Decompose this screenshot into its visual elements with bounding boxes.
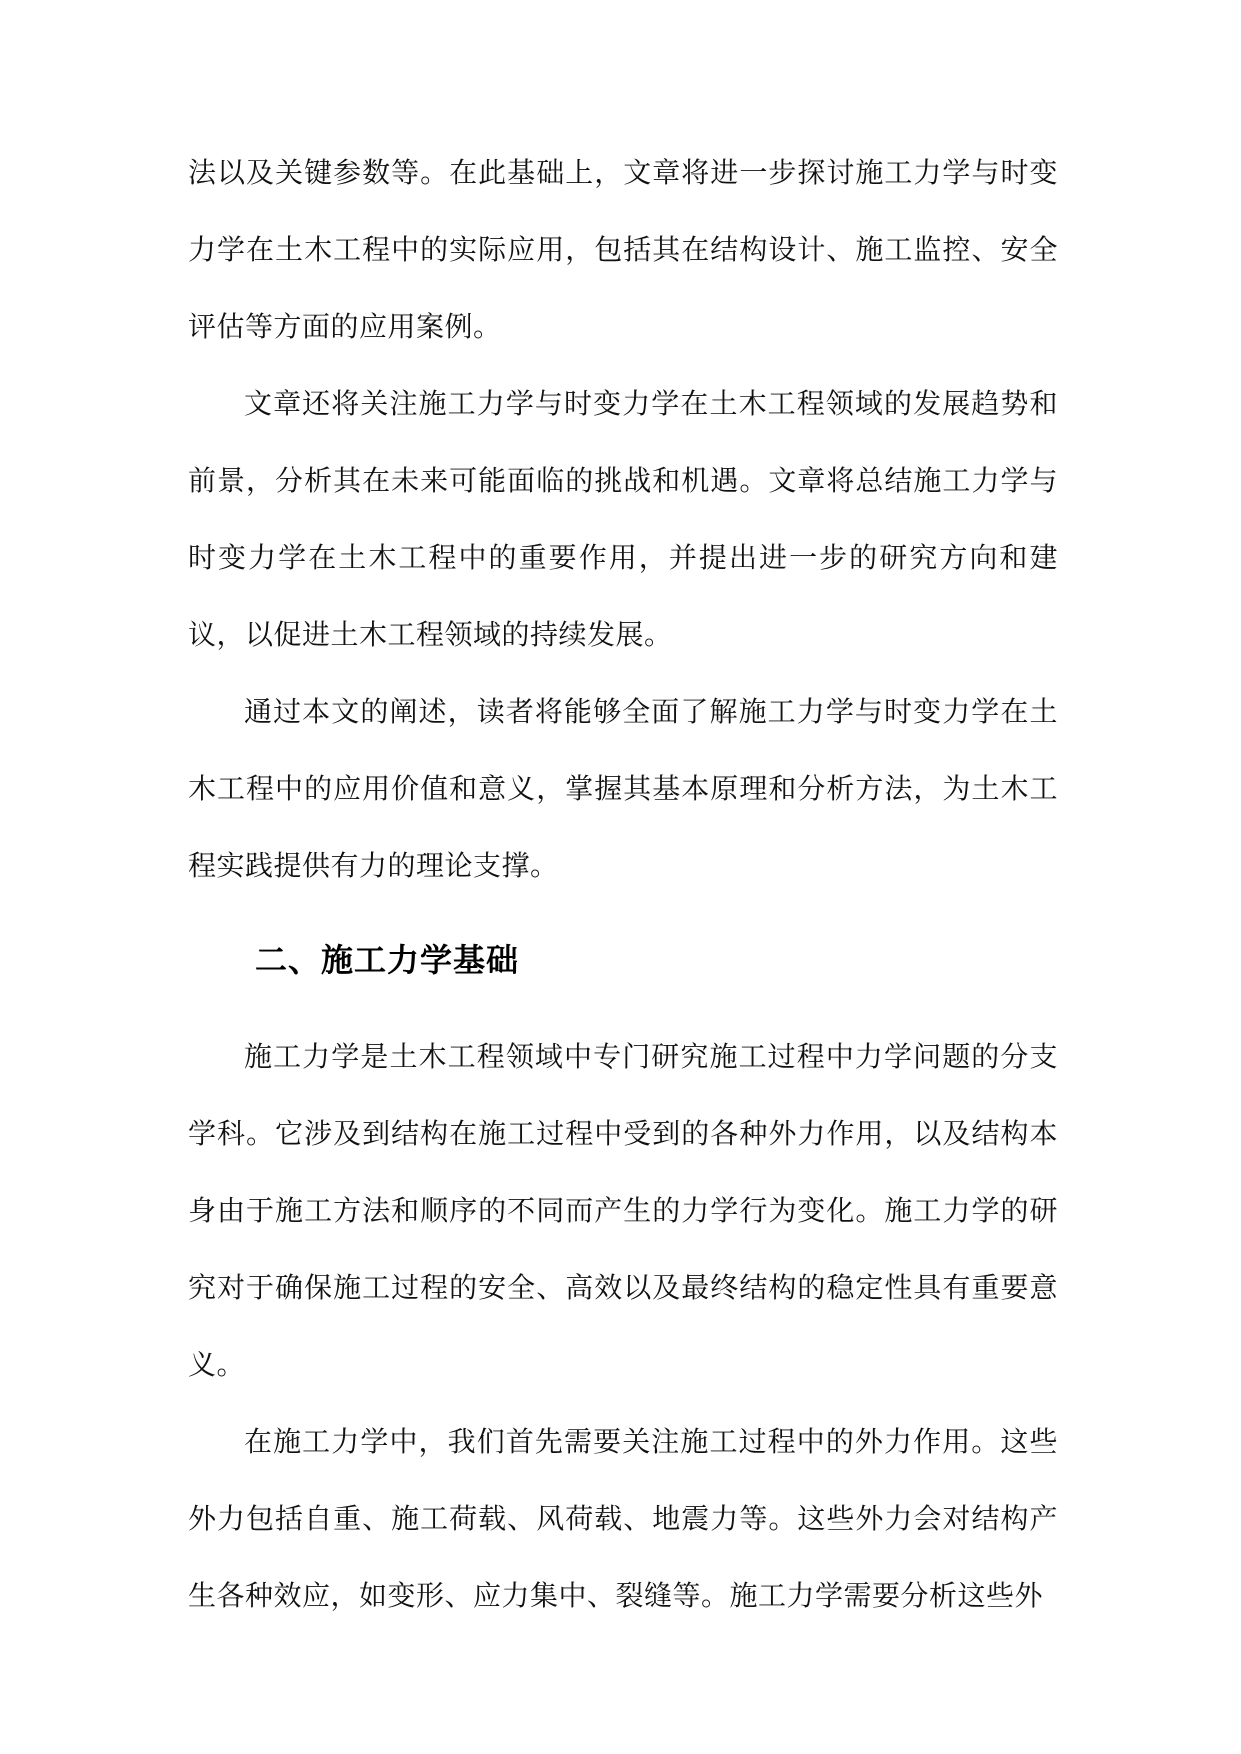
- section1-body: [188, 134, 1058, 904]
- paragraph: 施工力学是土木工程领域中专门研究施工过程中力学问题的分支学科。它涉及到结构在施工过程中受到的各种外力作用，以及结构本身由于施工方法和顺序的不同而产生的力学行为变化。施工力学的研究对于确保施工过程的安全、高效以及最终结构的稳定性具有重要意义。: [188, 1040, 1058, 1381]
- section2-body: [188, 1018, 1058, 1634]
- paragraph-continued: 法以及关键参数等。在此基础上，文章将进一步探讨施工力学与时变力学在土木工程中的实际应用，包括其在结构设计、施工监控、安全评估等方面的应用案例。: [188, 156, 1058, 343]
- paragraph: 在施工力学中，我们首先需要关注施工过程中的外力作用。这些外力包括自重、施工荷载、风荷载、地震力等。这些外力会对结构产生各种效应，如变形、应力集中、裂缝等。施工力学需要分析这些外: [188, 1425, 1058, 1612]
- paragraph: 文章还将关注施工力学与时变力学在土木工程领域的发展趋势和前景，分析其在未来可能面临的挑战和机遇。文章将总结施工力学与时变力学在土木工程中的重要作用，并提出进一步的研究方向和建议，以促进土木工程领域的持续发展。: [188, 387, 1058, 651]
- section-heading: 二、施工力学基础: [255, 941, 520, 979]
- paragraph: 通过本文的阐述，读者将能够全面了解施工力学与时变力学在土木工程中的应用价值和意义，掌握其基本原理和分析方法，为土木工程实践提供有力的理论支撑。: [188, 695, 1058, 882]
